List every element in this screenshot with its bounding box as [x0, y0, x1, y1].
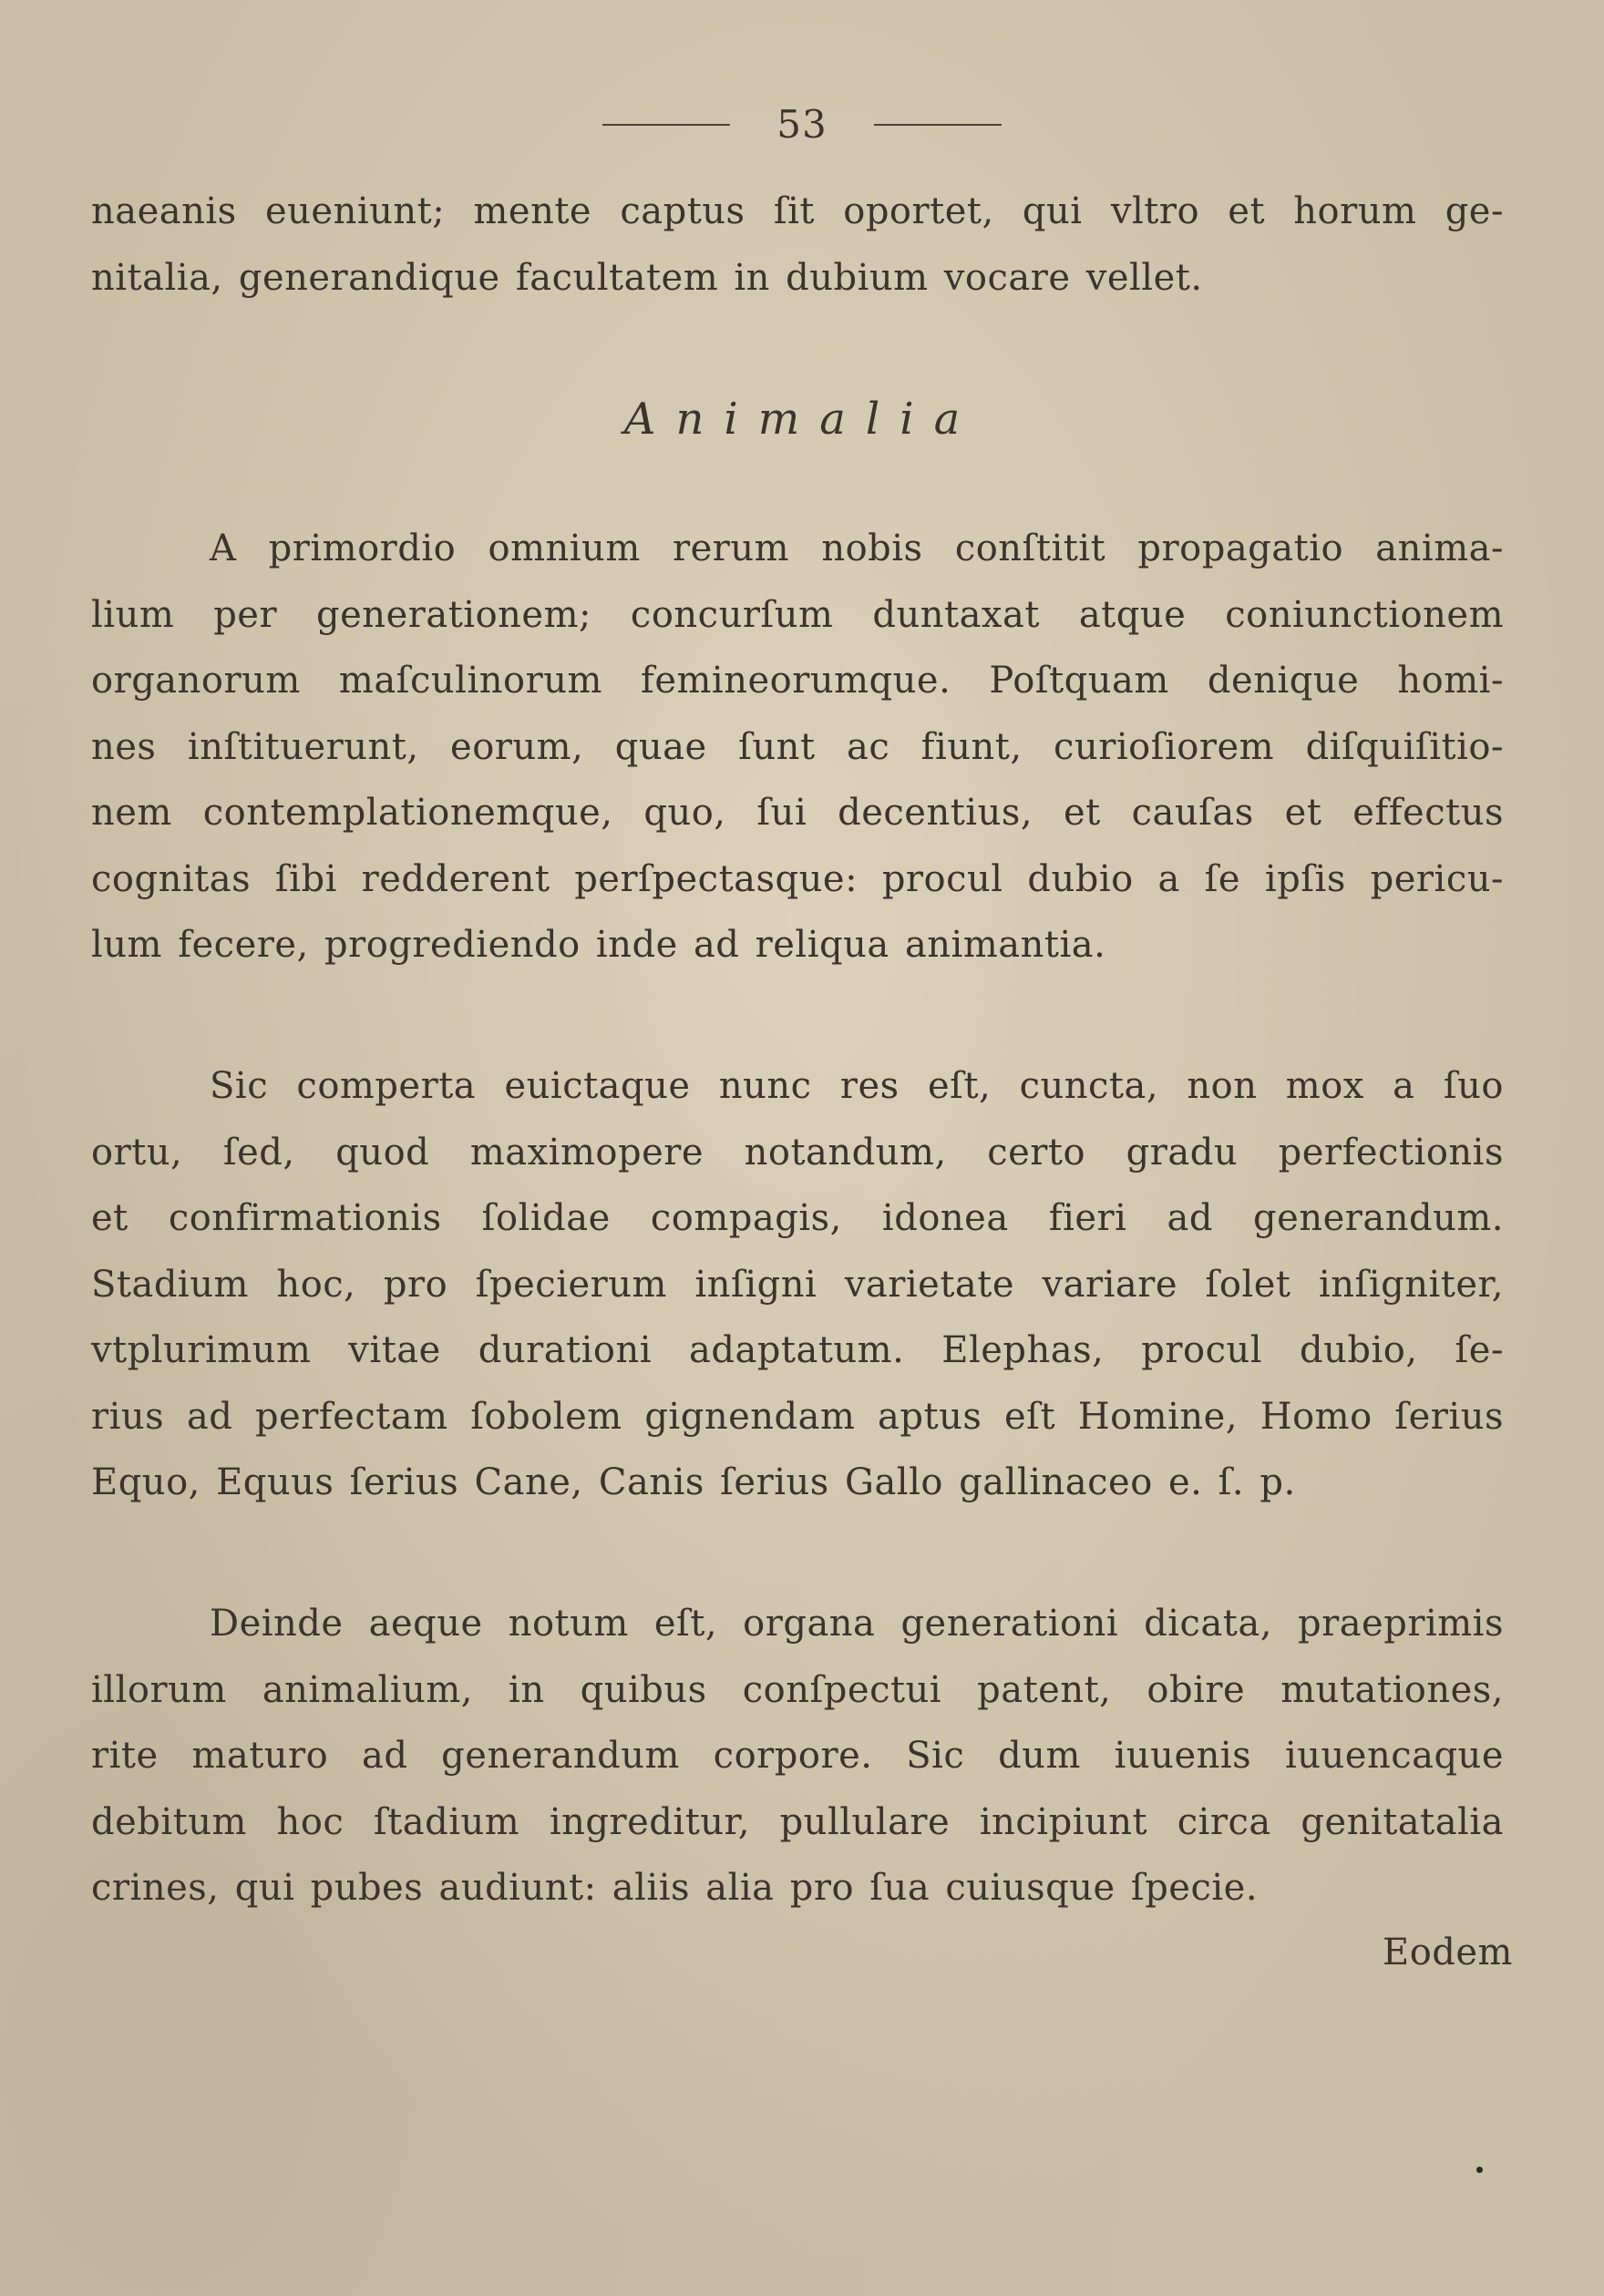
text-line: illorum animalium, in quibus conſpectui patent, obire mutationes,	[91, 1668, 1504, 1711]
paragraph-1	[91, 516, 1504, 979]
opening-text	[91, 179, 1504, 311]
header-rule-left	[602, 124, 730, 126]
text-line: nes inſtituerunt, eorum, quae ſunt ac fiunt, curioſiorem diſquiſitio-	[91, 725, 1504, 768]
page-number: 53	[776, 102, 828, 147]
text-line: Sic comperta euictaque nunc res eſt, cuncta, non mox a ſuo	[210, 1065, 1504, 1107]
text-line: lium per generationem; concurſum duntaxat atque coniunctionem	[91, 593, 1504, 636]
section-heading: Animalia	[623, 394, 981, 445]
text-line: Stadium hoc, pro ſpecierum inſigni varietate variare ſolet inſigniter,	[91, 1263, 1504, 1306]
text-line: et confirmationis ſolidae compagis, idonea fieri ad generandum.	[91, 1197, 1504, 1239]
text-line: rius ad perfectam ſobolem gignendam aptus eſt Homine, Homo ſerius	[91, 1395, 1504, 1438]
text-line: Deinde aeque notum eſt, organa generationi dicata, praeprimis	[210, 1603, 1504, 1645]
paragraph-3	[91, 1591, 1504, 1922]
catchword: Eodem	[1383, 1932, 1513, 1973]
text-line: A primordio omnium rerum nobis conſtitit propagatio anima-	[210, 528, 1504, 569]
header-rule-right	[874, 124, 1002, 126]
opening-line: nitalia, generandique facultatem in dubium vocare vellet.	[91, 256, 1203, 299]
text-line: lum fecere, progrediendo inde ad reliqua animantia.	[91, 924, 1106, 966]
text-line: Equo, Equus ſerius Cane, Canis ſerius Gallo gallinaceo e. ſ. p.	[91, 1461, 1296, 1503]
text-line: cognitas ſibi redderent perſpectasque: procul dubio a ſe ipſis pericu-	[91, 857, 1504, 900]
text-line: rite maturo ad generandum corpore. Sic dum iuuenis iuuencaque	[91, 1735, 1504, 1777]
opening-line: naeanis eueniunt; mente captus ſit oportet, qui vltro et horum ge-	[91, 190, 1504, 232]
text-line: organorum maſculinorum femineorumque. Poſtquam denique homi-	[91, 660, 1504, 702]
text-line: vtplurimum vitae durationi adaptatum. Elephas, procul dubio, ſe-	[91, 1329, 1504, 1371]
paragraph-2	[91, 1053, 1504, 1516]
text-line: debitum hoc ſtadium ingreditur, pullulare incipiunt circa genitatalia	[91, 1800, 1504, 1843]
page-header	[0, 102, 1604, 157]
text-line: crines, qui pubes audiunt: aliis alia pro ſua cuiusque ſpecie.	[91, 1867, 1259, 1909]
text-line: nem contemplationemque, quo, ſui decentius, et cauſas et effectus	[91, 792, 1504, 834]
paper-speck	[1476, 2167, 1483, 2173]
text-line: ortu, ſed, quod maximopere notandum, certo gradu perfectionis	[91, 1131, 1504, 1174]
